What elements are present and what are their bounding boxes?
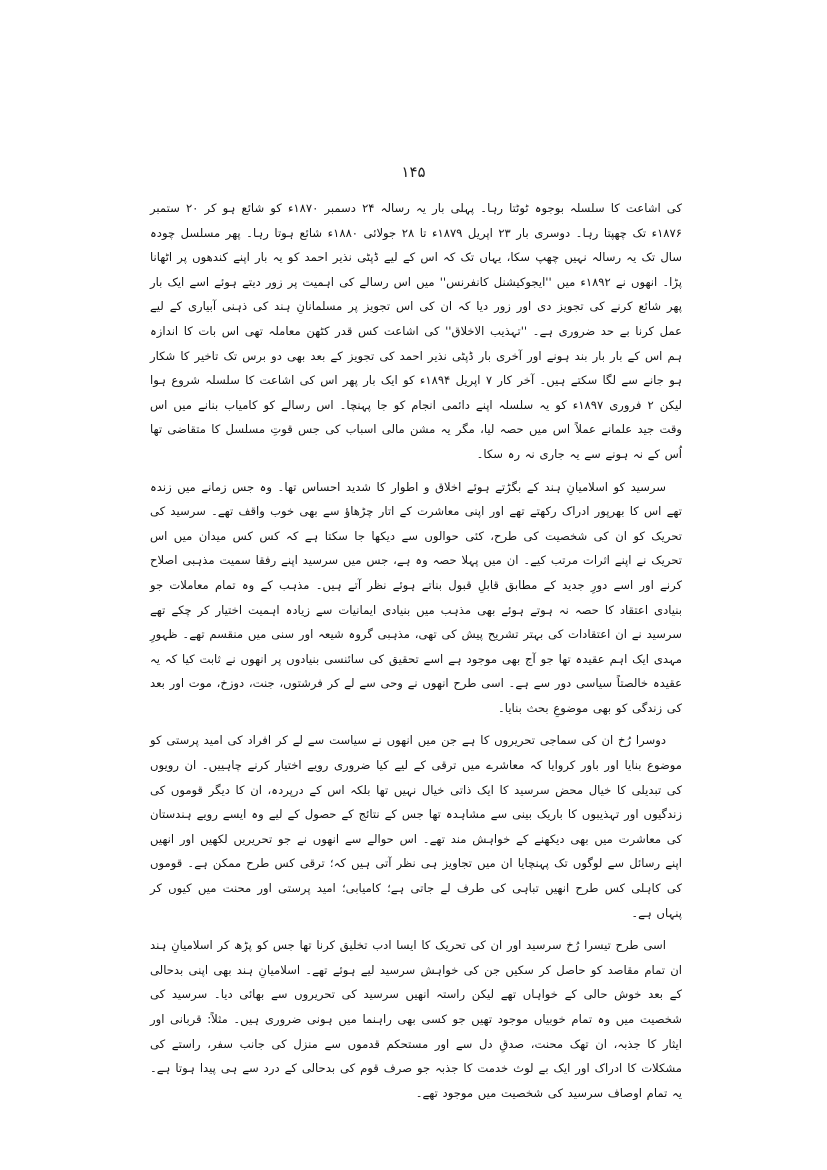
paragraph-2: سرسید کو اسلامیانِ ہند کے بگڑتے ہوئے اخلاق و اطوار کا شدید احساس تھا۔ وہ جس زمانے میں زندہ تھے اس کا بھرپور ادراک رکھتے تھے اور اپنی معاشرت کے اتار چڑھاؤ سے بھی خوب واقف تھے۔ سرسید کی تحریک کو ان کی شخصیت کی طرح، کئی حوالوں سے دیکھا جا سکتا ہے کہ کس کس میدان میں اس تحریک نے اپنے اثرات مرتب کیے۔ ان میں پہلا حصہ وہ ہے، جس میں سرسید اپنے رفقا سمیت مذہبی اصلاح کرنے اور اسے دورِ جدید کے مطابق قابلِ قبول بناتے ہوئے نظر آتے ہیں۔ مذہب کے وہ تمام معاملات جو بنیادی اعتقاد کا حصہ نہ ہوتے ہوئے بھی مذہب میں بنیادی ایمانیات سے زیادہ اہمیت اختیار کر چکے تھے سرسید نے ان اعتقادات کی بہتر تشریح پیش کی تھی، مذہبی گروہ شیعہ اور سنی میں منقسم تھے۔ ظہورِ مہدی ایک اہم عقیدہ تھا جو آج بھی موجود ہے اسے تحقیق کی سائنسی بنیادوں پر انھوں نے ثابت کیا کہ یہ عقیدہ خالصتاً سیاسی دور سے ہے۔ اسی طرح انھوں نے وحی سے لے کر فرشتوں، جنت، دوزخ، موت اور بعد کی زندگی کو بھی موضوعِ بحث بنایا۔ bbox=[150, 479, 682, 715]
paragraph-1: کی اشاعت کا سلسلہ بوجوہ ٹوٹتا رہا۔ پہلی بار یہ رسالہ ۲۴ دسمبر ۱۸۷۰ء کو شائع ہو کر ۲۰ ستمبر ۱۸۷۶ء تک چھپتا رہا۔ دوسری بار ۲۳ اپریل ۱۸۷۹ء تا ۲۸ جولائی ۱۸۸۰ء شائع ہوتا رہا۔ پھر مسلسل چودہ سال تک یہ رسالہ نہیں چھپ سکا، یہاں تک کہ اس کے لیے ڈپٹی نذیر احمد کو یہ بار اپنے کندھوں پر اٹھانا پڑا۔ انھوں نے ۱۸۹۲ء میں ''ایجوکیشنل کانفرنس'' میں اس رسالے کی اہمیت پر زور دیتے ہوئے اسے ایک بار پھر شائع کرنے کی تجویز دی اور زور دیا کہ ان کی اس تجویز پر مسلمانانِ ہند کی ذہنی آبیاری کے لیے عمل کرنا بے حد ضروری ہے۔ ''تہذیب الاخلاق'' کی اشاعت کس قدر کٹھن معاملہ تھی اس بات کا اندازہ ہم اس کے بار بار بند ہونے اور آخری بار ڈپٹی نذیر احمد کی تجویز کے بعد بھی دو برس تک تاخیر کا شکار ہو جانے سے لگا سکتے ہیں۔ آخر کار ۷ اپریل ۱۸۹۴ء کو ایک بار پھر اس کی اشاعت کا سلسلہ شروع ہوا لیکن ۲ فروری ۱۸۹۷ء کو یہ سلسلہ اپنے دائمی انجام کو جا پہنچا۔ اس رسالے کو کامیاب بنانے میں اس وقت جید علمانے عملاً اس میں حصہ لیا، مگر یہ مشن مالی اسباب کی جس قوتِ مسلسل کا متقاضی تھا اُس کے نہ ہونے سے یہ جاری نہ رہ سکا۔ bbox=[150, 201, 682, 461]
paragraph-3: دوسرا رُخ ان کی سماجی تحریروں کا ہے جن میں انھوں نے سیاست سے لے کر افراد کی امید پرستی کو موضوع بنایا اور باور کروایا کہ معاشرے میں ترقی کے لیے کیا ضروری رویے اختیار کرنے چاہییں۔ ان رویوں کی تبدیلی کا خیال محض سرسید کا ایک ذاتی خیال نہیں تھا بلکہ اس کے درپردہ، ان کا دیگر قوموں کی زندگیوں اور تہذیبوں کا باریک بینی سے مشاہدہ تھا جس کے نتائج کے حصول کے لیے وہ ایسے رویے ہندستان کی معاشرت میں بھی دیکھنے کے خواہش مند تھے۔ اس حوالے سے انھوں نے جو تحریریں لکھیں اور انھیں اپنے رسائل سے لوگوں تک پہنچایا ان میں تجاویز ہی نظر آتی ہیں کہ؛ ترقی کس طرح ممکن ہے۔ قوموں کی کاہلی کس طرح انھیں تباہی کی طرف لے جاتی ہے؛ کامیابی؛ امید پرستی اور محنت میں کیوں کر پنہاں ہے۔ bbox=[150, 733, 682, 920]
paragraph-4: اسی طرح تیسرا رُخ سرسید اور ان کی تحریک کا ایسا ادب تخلیق کرنا تھا جس کو پڑھ کر اسلامیانِ ہند ان تمام مقاصد کو حاصل کر سکیں جن کی خواہش سرسید لیے ہوئے تھے۔ اسلامیانِ ہند بھی اپنی بدحالی کے بعد خوش حالی کے خواہاں تھے لیکن راستہ انھیں سرسید کی تحریروں سے بھائی دیا۔ سرسید کی شخصیت میں وہ تمام خوبیاں موجود تھیں جو کسی بھی راہنما میں ہونی ضروری ہیں۔ مثلاً: قربانی اور ایثار کا جذبہ، ان تھک محنت، صدقِ دل سے اور مستحکم قدموں سے منزل کی جانب سفر، راستے کی مشکلات کا ادراک اور ایک بے لوث خدمت کا جذبہ جو صرف قوم کی بدحالی کے درد سے ہی پیدا ہوتا ہے۔ یہ تمام اوصاف سرسید کی شخصیت میں موجود تھے۔ bbox=[150, 938, 682, 1100]
page-number: ۱۴۵ bbox=[401, 163, 426, 181]
page-body bbox=[150, 196, 682, 1113]
